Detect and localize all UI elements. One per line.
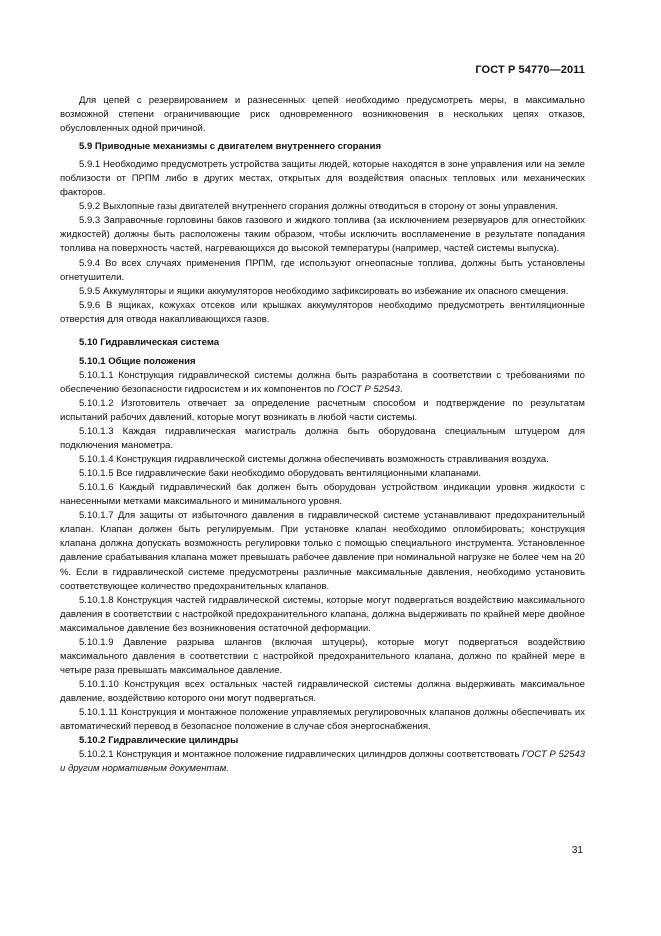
paragraph-5-10-1-1-end: . xyxy=(399,383,403,395)
section-5-10-heading: 5.10 Гидравлическая система xyxy=(79,336,220,348)
standard-reference: ГОСТ Р 52543 и другим нормативным документам. xyxy=(60,749,585,775)
paragraph-5-10-1-11: 5.10.1.11 Конструкция и монтажное положение управляемых регулировочных клапанов должны обеспечивать их автоматический перевод в безопасное положение в случае сбоя энергоснабжения. xyxy=(60,706,585,733)
paragraph-5-10-2-1-text: 5.10.2.1 Конструкция и монтажное положение гидравлических цилиндров должны соответствовать xyxy=(79,749,522,761)
paragraph-5-10-1-2: 5.10.1.2 Изготовитель отвечает за определение расчетным способом и подтверждение по результатам испытаний рабочих давлений, которые могут возникать в любой части системы. xyxy=(60,397,585,423)
paragraph-5-9-4: 5.9.4 Во всех случаях применения ПРПМ, где используют огнеопасные топлива, должны быть установлены огнетушители. xyxy=(60,257,585,283)
section-5-9-heading: 5.9 Приводные механизмы с двигателем внутреннего сгорания xyxy=(79,141,382,153)
intro-paragraph: Для цепей с резервированием и разнесенных цепей необходимо предусмотреть меры, в максимально возможной степени ограничивающие риск одновременного возникновения в нескольких цепях отказов, обусловленных одной причиной. xyxy=(60,95,585,135)
page-content xyxy=(60,94,585,776)
paragraph-5-10-1-6: 5.10.1.6 Каждый гидравлический бак должен быть оборудован устройством индикации уровня жидкости с нанесенными метками максимального и минимального уровня. xyxy=(60,482,585,508)
paragraph-5-9-2: 5.9.2 Выхлопные газы двигателей внутреннего сгорания должны отводиться в сторону от зоны управления. xyxy=(79,201,558,213)
paragraph-5-10-1-5: 5.10.1.5 Все гидравлические баки необходимо оборудовать вентиляционными клапанами. xyxy=(79,468,482,480)
paragraph-5-9-1: 5.9.1 Необходимо предусмотреть устройства защиты людей, которые находятся в зоне управления или на земле поблизости от ПРПМ либо в других местах, открытых для воздействия опасных тепловых или механических факторов. xyxy=(60,159,585,199)
paragraph-5-9-5: 5.9.5 Аккумуляторы и ящики аккумуляторов необходимо зафиксировать во избежание их опасного смещения. xyxy=(79,285,569,297)
document-code: ГОСТ Р 54770—2011 xyxy=(475,64,585,76)
paragraph-5-10-2-1 xyxy=(60,748,585,776)
paragraph-5-10-1-8: 5.10.1.8 Конструкция частей гидравлической системы, которые могут подвергаться воздействию максимального давления в соответствии с настройкой предохранительного клапана, должна выдерживать по крайней мере двойное максимальное давление без возникновения остаточной деформации. xyxy=(60,594,585,634)
paragraph-5-10-1-1 xyxy=(60,369,585,397)
paragraph-5-10-1-9: 5.10.1.9 Давление разрыва шлангов (включая штуцеры), которые могут подвергаться воздействию максимального давления в соответствии с настройкой предохранительного клапана, должно по крайней мере в четыре раза превышать максимальное давление. xyxy=(60,636,585,676)
subsection-5-10-2-heading: 5.10.2 Гидравлические цилиндры xyxy=(79,735,239,747)
standard-reference: ГОСТ Р 52543 xyxy=(336,383,400,395)
subsection-5-10-1-heading: 5.10.1 Общие положения xyxy=(79,355,196,367)
paragraph-5-10-1-1-text: 5.10.1.1 Конструкция гидравлической системы должна быть разработана в соответствии с требованиями по обеспечению безопасности гидросистем и их компонентов по xyxy=(60,369,585,395)
paragraph-5-10-1-10: 5.10.1.10 Конструкция всех остальных частей гидравлической системы должна выдерживать максимальное давление, воздействию которого они могут подвергаться. xyxy=(60,678,585,704)
page-number: 31 xyxy=(571,845,583,856)
paragraph-5-9-6: 5.9.6 В ящиках, кожухах отсеков или крышках аккумуляторов необходимо предусмотреть вентиляционные отверстия для отвода накапливающихся газов. xyxy=(60,299,585,325)
paragraph-5-10-1-3: 5.10.1.3 Каждая гидравлическая магистраль должна быть оборудована специальным штуцером для подключения манометра. xyxy=(60,426,585,452)
paragraph-5-10-1-4: 5.10.1.4 Конструкция гидравлической системы должна обеспечивать возможность стравливания воздуха. xyxy=(79,454,549,466)
paragraph-5-9-3: 5.9.3 Заправочные горловины баков газового и жидкого топлива (за исключением резервуаров для огнестойких жидкостей) должны быть расположены таким образом, чтобы исключить воспламенение в результате попадания топлива на поверхность частей, нагревающихся до высокой температуры (например, частей системы выпуска). xyxy=(60,215,585,255)
paragraph-5-10-1-7: 5.10.1.7 Для защиты от избыточного давления в гидравлической системе устанавливают предохранительный клапан. Клапан должен быть регулируемым. При установке клапан необходимо опломбировать; конструкция клапана должна допускать возможность регулировки только с помощью специального инструмента. Установленное давление срабатывания клапана может превышать рабочее давление при номинальной нагрузке не более чем на 20 %. Если в гидравлической системе предусмотрены различные максимальные давления, необходимо установить соответствующее количество предохранительных клапанов. xyxy=(60,510,585,592)
